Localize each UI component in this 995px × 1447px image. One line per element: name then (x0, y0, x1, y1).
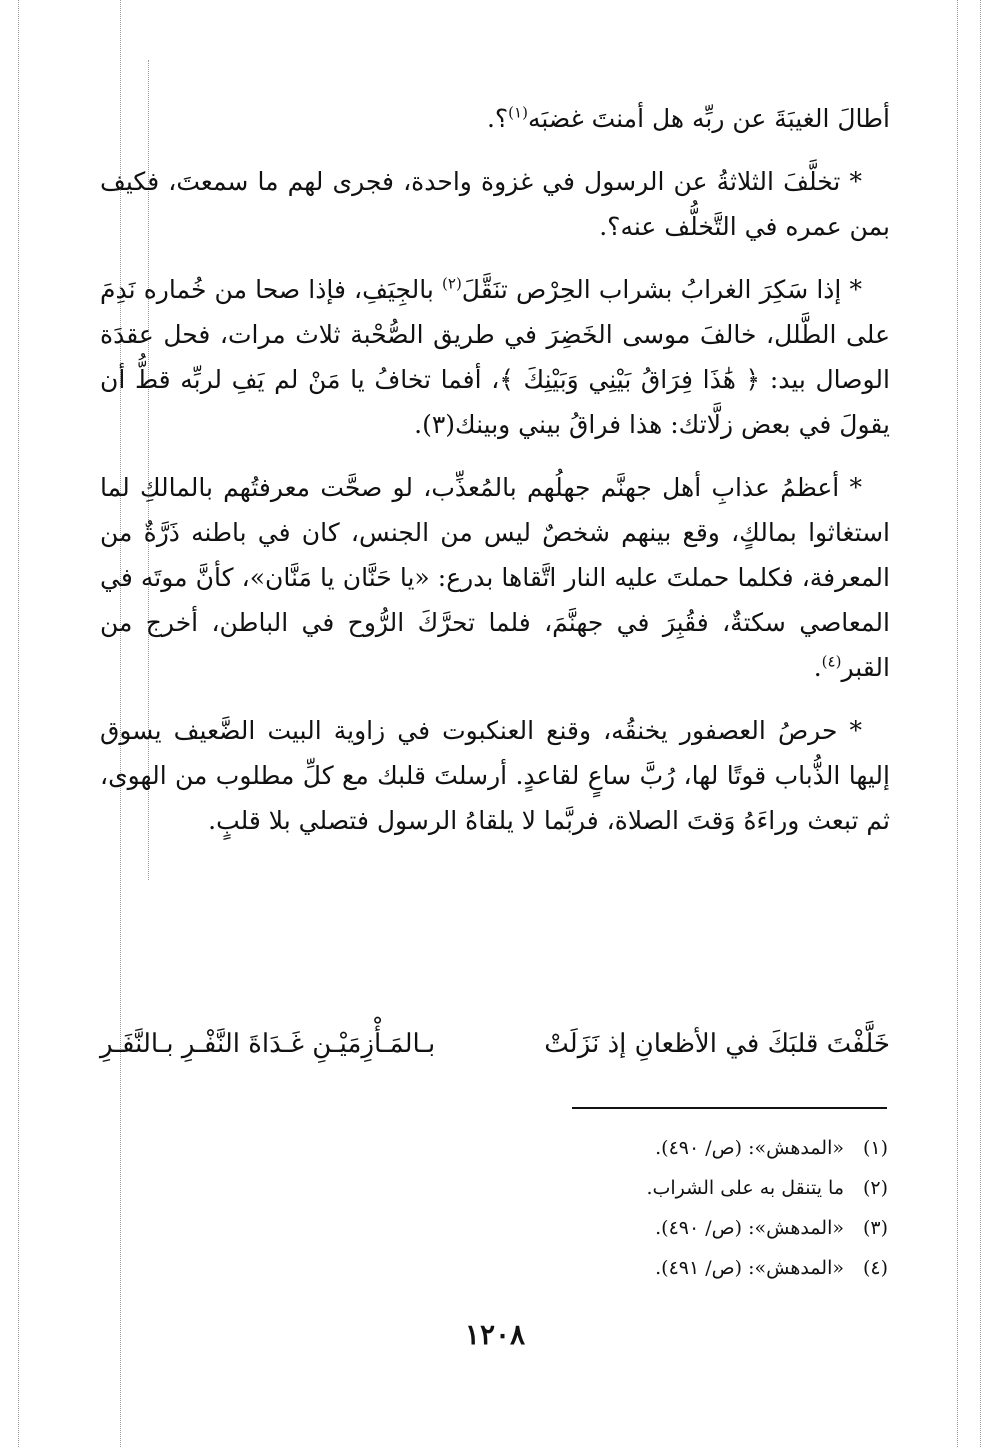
paragraph (100, 96, 890, 141)
footnote-text: ما يتنقل به على الشراب. (646, 1177, 844, 1199)
paragraph-text: * إذا سَكِرَ الغرابُ بشراب الحِرْص تنَقَّلَ (461, 275, 862, 304)
poetry-verse (100, 1022, 890, 1067)
paragraph (100, 267, 890, 447)
verse-first-hemistich: خَلَّفْتَ قلبَكَ في الأظعانِ إذ نَزَلَتْ (544, 1029, 890, 1059)
footnote-item (420, 1128, 888, 1168)
footnote-ref: (٤) (821, 652, 842, 671)
page-number: ١٢٠٨ (464, 1318, 526, 1351)
paragraph-text: * حرصُ العصفور يخنقُه، وقنع العنكبوت في زاوية البيت الضَّعيف يسوق إليها الذُّباب قوتًا لها، رُبَّ ساعٍ لقاعدٍ. أرسلتَ قلبك مع كلِّ مطلوب من الهوى، ثم تبعث وراءَهُ وَقتَ الصلاة، فربَّما لا يلقاهُ الرسول فتصلي بلا قلبٍ. (100, 716, 890, 835)
footnote-text: «المدهش»: (ص/ ٤٩٠). (655, 1137, 844, 1159)
footnote-item (420, 1168, 888, 1208)
footnote-text: «المدهش»: (ص/ ٤٩١). (655, 1257, 844, 1279)
paragraph-tail: ؟. (486, 104, 509, 133)
paragraph-tail: . (813, 653, 822, 682)
footnote-item (420, 1248, 888, 1288)
footnote-ref: (٢) (442, 274, 462, 293)
paragraph-text: * تخلَّفَ الثلاثةُ عن الرسول في غزوة واحدة، فجرى لهم ما سمعتَ، فكيف بمن عمره في التَّخلُّف عنه؟. (100, 167, 890, 241)
scan-margin-dots (980, 0, 981, 1447)
paragraph-tail: بالجِيَفِ، فإذا صحا من خُماره نَدِمَ على الطَّلل، خالفَ موسى الخَضِرَ في طريق الصُّحْبة ثلاث مرات، فحل عقدَة الوصال بيد: ﴿ هَٰذَا فِرَاقُ بَيْنِي وَبَيْنِكَ ﴾، أفما تخافُ يا مَنْ لم يَفِ لربِّه قطُّ أن يقولَ في بعض زلَّاتك: هذا فراقُ بيني وبينك(٣). (100, 275, 890, 439)
footnote-item (420, 1208, 888, 1248)
paragraph (100, 708, 890, 843)
footnote-ref: (١) (508, 103, 528, 122)
footnote-number: (١) (862, 1137, 888, 1159)
footnote-number: (٢) (862, 1177, 888, 1199)
verse-second-hemistich: بـالمَـأْزِمَيْـنِ غَـدَاةَ النَّفْـرِ بـالنَّفَـرِ (100, 1029, 436, 1059)
scan-margin-dots (18, 0, 19, 1447)
paragraph (100, 465, 890, 690)
paragraph (100, 159, 890, 249)
footnote-text: «المدهش»: (ص/ ٤٩٠). (655, 1217, 844, 1239)
footnotes (420, 1128, 888, 1288)
footnote-number: (٤) (862, 1257, 888, 1279)
footnote-number: (٣) (862, 1217, 888, 1239)
paragraph-text: * أعظمُ عذابِ أهل جهنَّم جهلُهم بالمُعذِّب، لو صحَّت معرفتُهم بالمالكِ لما استغاثوا بمالكٍ، وقع بينهم شخصٌ ليس من الجنس، كان في باطنه ذَرَّةٌ من المعرفة، فكلما حملتَ عليه النار اتَّقاها بدرع: «يا حَنَّان يا مَنَّان»، كأنَّ موتَه في المعاصي سكتةٌ، فقُبِرَ في جهنَّمَ، فلما تحرَّكَ الرُّوح في الباطن، أخرج من القبر (100, 473, 890, 682)
main-text (100, 96, 890, 861)
scan-margin-dots (957, 0, 958, 1447)
footnote-separator (572, 1107, 887, 1109)
paragraph-text: أطالَ الغيبَةَ عن ربِّه هل أمنتَ غضبَه (527, 104, 890, 133)
